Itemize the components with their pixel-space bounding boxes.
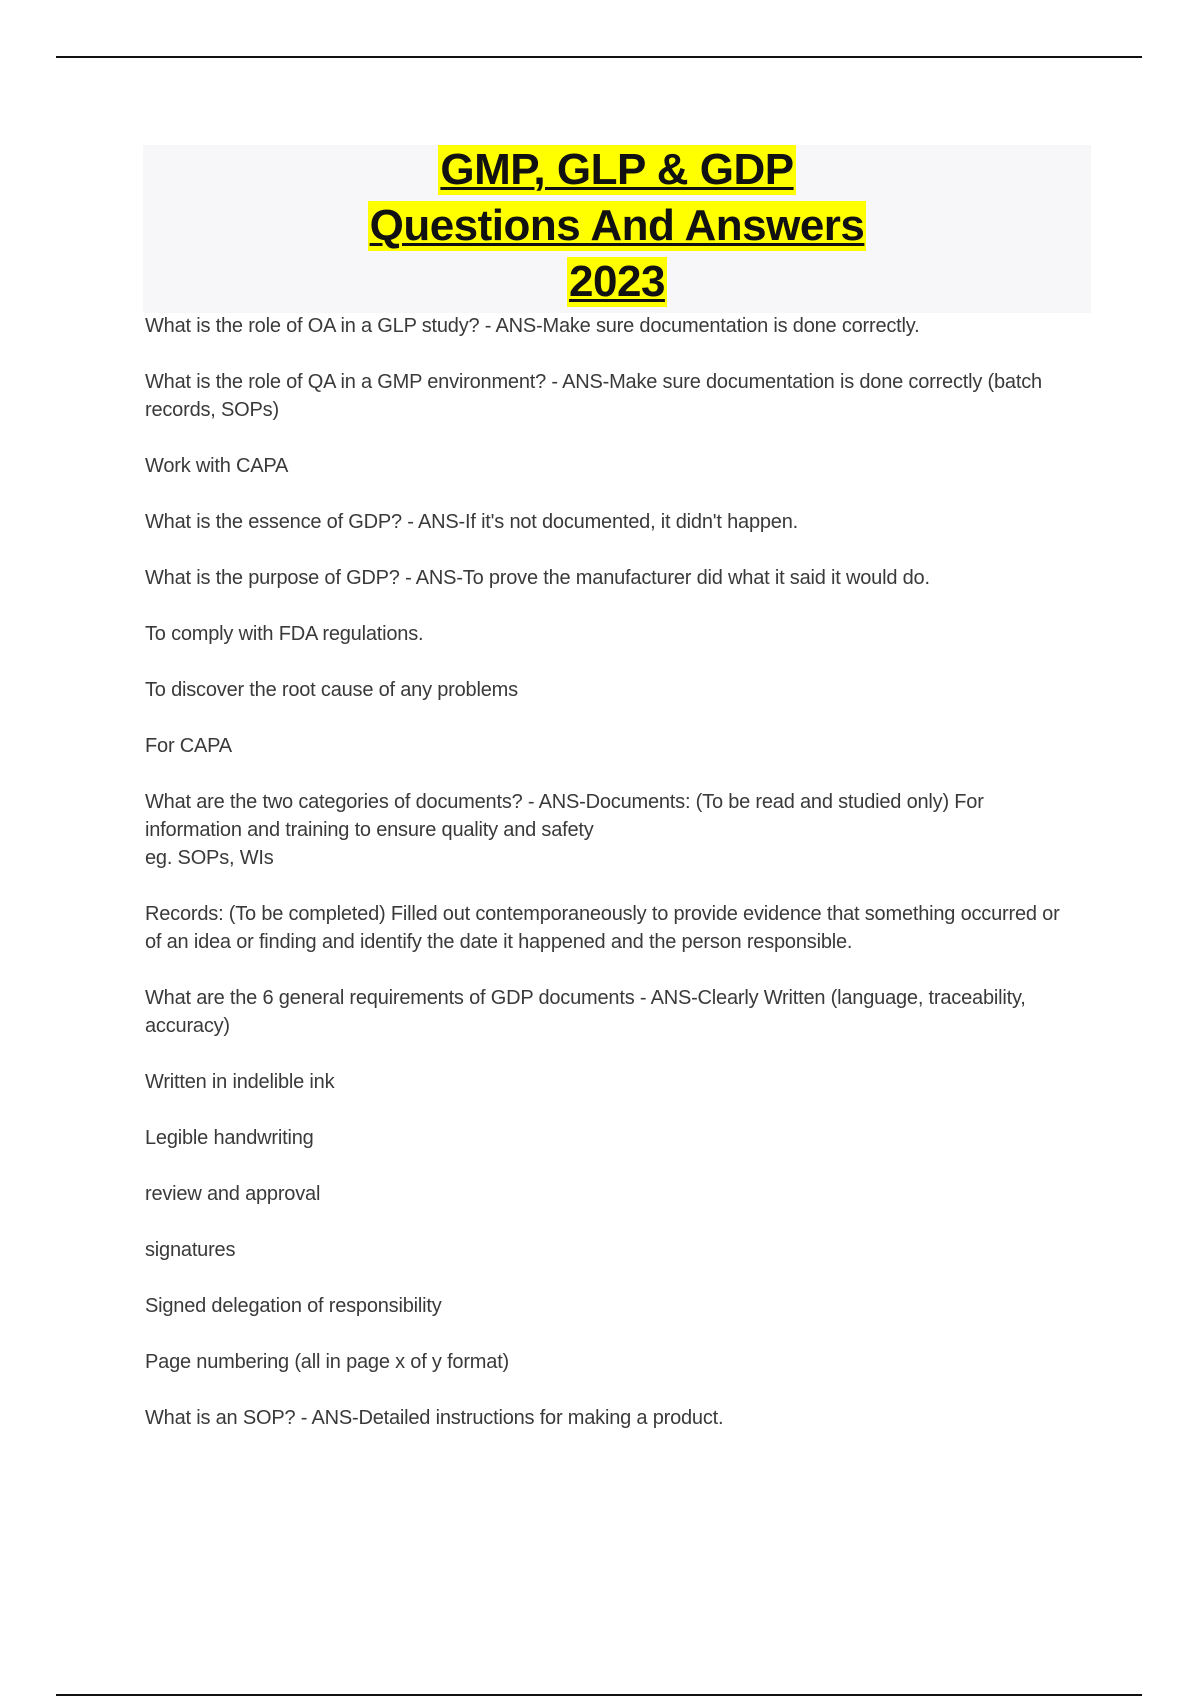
qa-paragraph [145,900,1085,956]
paragraph-line: eg. SOPs, WIs [145,847,274,869]
qa-paragraph [145,620,1085,648]
title-line-3: 2023 [569,257,665,306]
qa-content [145,312,1085,1460]
paragraph-line: Written in indelible ink [145,1071,335,1093]
paragraph-line: What is the role of OA in a GLP study? - ANS-Make sure documentation is done correctly. [145,315,920,337]
bottom-rule [56,1694,1142,1696]
paragraph-line: of an idea or finding and identify the date it happened and the person responsible. [145,931,853,953]
title-line-2: Questions And Answers [369,201,865,250]
qa-paragraph [145,984,1085,1040]
paragraph-line: records, SOPs) [145,399,279,421]
top-rule [56,56,1142,58]
title-block [143,145,1091,313]
qa-paragraph [145,676,1085,704]
paragraph-line: accuracy) [145,1015,230,1037]
paragraph-line: To comply with FDA regulations. [145,623,424,645]
paragraph-line: Page numbering (all in page x of y format) [145,1351,510,1373]
paragraph-line: signatures [145,1239,236,1261]
paragraph-line: What is the role of QA in a GMP environment? - ANS-Make sure documentation is done correctly (batch [145,371,1042,393]
paragraph-line: What are the two categories of documents? - ANS-Documents: (To be read and studied only) For [145,791,984,813]
paragraph-line: What is the purpose of GDP? - ANS-To prove the manufacturer did what it said it would do. [145,567,930,589]
paragraph-line: To discover the root cause of any problems [145,679,518,701]
paragraph-line: information and training to ensure quality and safety [145,819,594,841]
qa-paragraph [145,368,1085,424]
paragraph-line: For CAPA [145,735,232,757]
qa-paragraph [145,1236,1085,1264]
qa-paragraph [145,508,1085,536]
title-line-1: GMP, GLP & GDP [440,145,794,194]
paragraph-line: What is an SOP? - ANS-Detailed instructions for making a product. [145,1407,724,1429]
qa-paragraph [145,732,1085,760]
qa-paragraph [145,1180,1085,1208]
qa-paragraph [145,1124,1085,1152]
paragraph-line: What are the 6 general requirements of GDP documents - ANS-Clearly Written (language, traceability, [145,987,1026,1009]
qa-paragraph [145,312,1085,340]
paragraph-line: Work with CAPA [145,455,289,477]
qa-paragraph [145,564,1085,592]
paragraph-line: Signed delegation of responsibility [145,1295,442,1317]
paragraph-line: Legible handwriting [145,1127,314,1149]
paragraph-line: Records: (To be completed) Filled out contemporaneously to provide evidence that something occurred or [145,903,1060,925]
paragraph-line: review and approval [145,1183,321,1205]
qa-paragraph [145,1348,1085,1376]
qa-paragraph [145,452,1085,480]
paragraph-line: What is the essence of GDP? - ANS-If it's not documented, it didn't happen. [145,511,798,533]
qa-paragraph [145,1068,1085,1096]
qa-paragraph [145,788,1085,872]
qa-paragraph [145,1292,1085,1320]
qa-paragraph [145,1404,1085,1432]
